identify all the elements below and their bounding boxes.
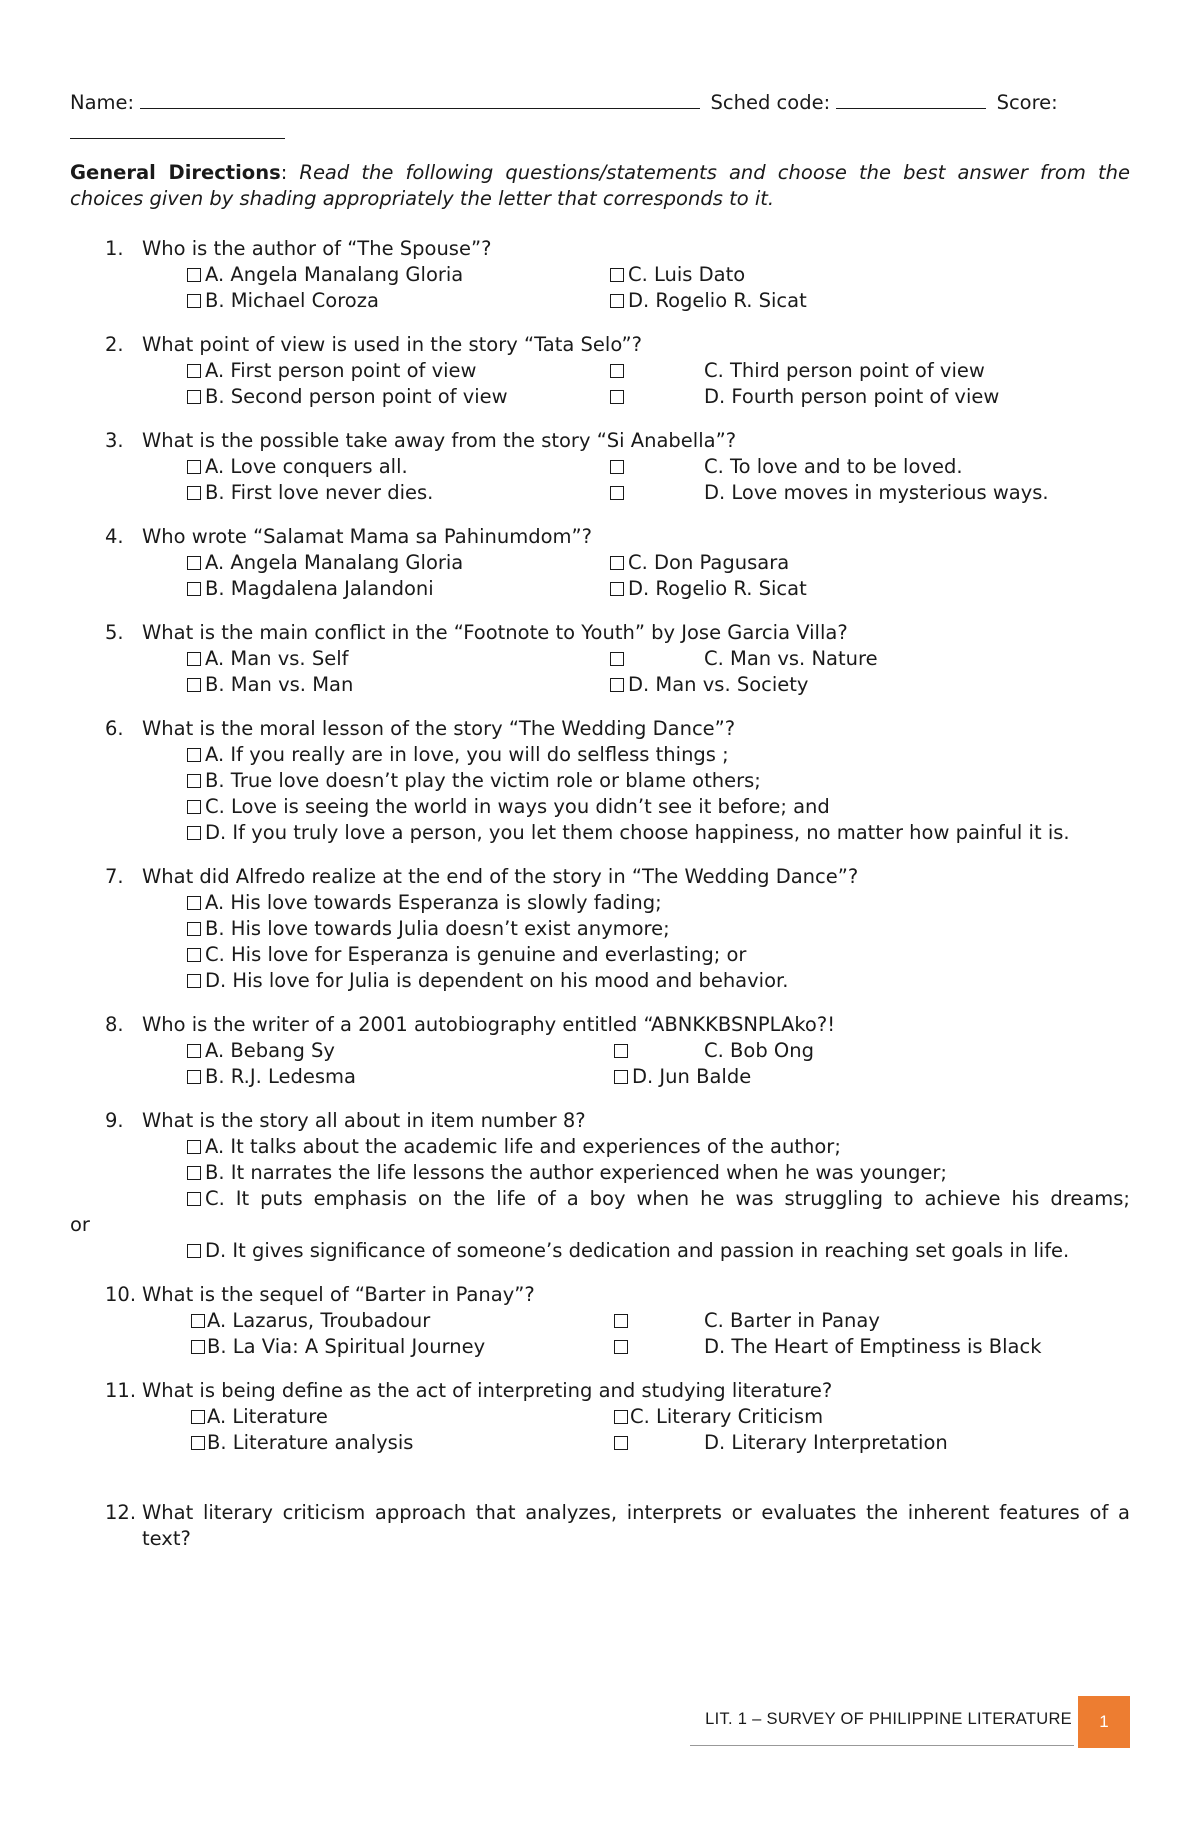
option-b[interactable]: B. Literature analysis [191, 1430, 413, 1456]
option-c[interactable]: C. Love is seeing the world in ways you didn’t see it before; and [187, 794, 830, 820]
option-d[interactable]: D. Man vs. Society [610, 672, 808, 698]
checkbox-icon[interactable] [187, 974, 201, 988]
checkbox-icon[interactable] [187, 922, 201, 936]
name-label: Name: [70, 91, 135, 114]
general-directions: General Directions: Read the following questions/statements and choose the best answer from the choices given by shading appropriately the letter that corresponds to it. [70, 161, 1130, 210]
score-blank[interactable] [70, 118, 285, 139]
footer-divider [690, 1745, 1074, 1746]
question-number: 11. [105, 1379, 137, 1402]
option-b[interactable]: B. Michael Coroza [187, 288, 379, 314]
option-c[interactable]: C. Man vs. Nature [610, 646, 878, 672]
option-b[interactable]: B. Man vs. Man [187, 672, 353, 698]
option-a[interactable]: A. Angela Manalang Gloria [187, 550, 463, 576]
option-a[interactable]: A. Bebang Sy [187, 1038, 335, 1064]
checkbox-icon[interactable] [187, 1044, 201, 1058]
option-d[interactable]: D. The Heart of Emptiness is Black [614, 1334, 1042, 1360]
question-text: What is being define as the act of interpreting and studying literature? [142, 1379, 833, 1402]
checkbox-icon[interactable] [187, 652, 201, 666]
question-1 [70, 236, 1130, 314]
course-title: LIT. 1 – SURVEY OF PHILIPPINE LITERATURE [705, 1710, 1072, 1728]
question-number: 5. [105, 621, 124, 644]
option-b[interactable]: B. La Via: A Spiritual Journey [191, 1334, 485, 1360]
question-number: 1. [105, 237, 124, 260]
option-a[interactable]: A. Angela Manalang Gloria [187, 262, 463, 288]
checkbox-icon[interactable] [614, 1410, 628, 1424]
option-c[interactable]: C. Bob Ong [614, 1038, 814, 1064]
checkbox-icon[interactable] [187, 460, 201, 474]
header-line-2 [70, 118, 1130, 138]
question-number: 2. [105, 333, 124, 356]
checkbox-icon[interactable] [614, 1314, 628, 1328]
question-text: What is the story all about in item number 8? [142, 1109, 586, 1132]
checkbox-icon[interactable] [187, 364, 201, 378]
question-number: 3. [105, 429, 124, 452]
question-12 [70, 1500, 1130, 1552]
page-number: 1 [1078, 1696, 1130, 1748]
option-c[interactable]: C. Luis Dato [610, 262, 745, 288]
checkbox-icon[interactable] [610, 678, 624, 692]
checkbox-icon[interactable] [187, 774, 201, 788]
directions-label: General Directions [70, 161, 281, 184]
option-b[interactable]: B. It narrates the life lessons the author experienced when he was younger; [187, 1160, 947, 1186]
checkbox-icon[interactable] [610, 486, 624, 500]
checkbox-icon[interactable] [187, 1192, 201, 1206]
question-3 [70, 428, 1130, 506]
checkbox-icon[interactable] [187, 1166, 201, 1180]
checkbox-icon[interactable] [614, 1044, 628, 1058]
option-a[interactable]: A. It talks about the academic life and experiences of the author; [187, 1134, 841, 1160]
question-7 [70, 864, 1130, 994]
checkbox-icon[interactable] [187, 748, 201, 762]
option-a[interactable]: A. His love towards Esperanza is slowly fading; [187, 890, 662, 916]
option-d[interactable]: D. If you truly love a person, you let them choose happiness, no matter how painful it is. [70, 820, 1130, 846]
option-c[interactable]: C. Barter in Panay [614, 1308, 880, 1334]
question-number: 7. [105, 865, 124, 888]
checkbox-icon[interactable] [614, 1436, 628, 1450]
checkbox-icon[interactable] [187, 390, 201, 404]
option-a[interactable]: A. If you really are in love, you will do selfless things ; [187, 742, 729, 768]
option-d[interactable]: D. Love moves in mysterious ways. [610, 480, 1049, 506]
checkbox-icon[interactable] [610, 652, 624, 666]
question-5 [70, 620, 1130, 698]
question-text: What literary criticism approach that analyzes, interprets or evaluates the inherent features of a text? [142, 1501, 1130, 1550]
checkbox-icon[interactable] [187, 268, 201, 282]
checkbox-icon[interactable] [187, 294, 201, 308]
option-b[interactable]: B. Second person point of view [187, 384, 508, 410]
option-b[interactable]: B. True love doesn’t play the victim role or blame others; [187, 768, 761, 794]
checkbox-icon[interactable] [614, 1070, 628, 1084]
checkbox-icon[interactable] [187, 826, 201, 840]
checkbox-icon[interactable] [187, 582, 201, 596]
sched-code-blank[interactable] [836, 88, 986, 109]
question-8 [70, 1012, 1130, 1090]
exam-page [70, 88, 1130, 1552]
question-number: 4. [105, 525, 124, 548]
option-b[interactable]: B. His love towards Julia doesn’t exist anymore; [187, 916, 670, 942]
checkbox-icon[interactable] [614, 1340, 628, 1354]
question-11 [70, 1378, 1130, 1456]
question-9 [70, 1108, 1130, 1264]
checkbox-icon[interactable] [610, 390, 624, 404]
option-c[interactable]: C. Don Pagusara [610, 550, 789, 576]
checkbox-icon[interactable] [187, 896, 201, 910]
question-text: What is the possible take away from the story “Si Anabella”? [142, 429, 737, 452]
sched-code-label: Sched code: [710, 91, 831, 114]
directions-text: Read the following questions/statements and choose the best answer from the choices given by shading appropriately the letter that corresponds to it. [70, 161, 1130, 210]
option-c[interactable]: C. Third person point of view [610, 358, 985, 384]
checkbox-icon[interactable] [191, 1340, 205, 1354]
checkbox-icon[interactable] [187, 1070, 201, 1084]
option-d[interactable]: D. Rogelio R. Sicat [610, 288, 807, 314]
question-number: 8. [105, 1013, 124, 1036]
option-c[interactable]: C. His love for Esperanza is genuine and everlasting; or [187, 942, 746, 968]
checkbox-icon[interactable] [187, 948, 201, 962]
checkbox-icon[interactable] [610, 556, 624, 570]
question-number: 9. [105, 1109, 124, 1132]
question-number: 6. [105, 717, 124, 740]
checkbox-icon[interactable] [610, 364, 624, 378]
checkbox-icon[interactable] [187, 1140, 201, 1154]
checkbox-icon[interactable] [610, 268, 624, 282]
page-footer [690, 1696, 1130, 1746]
checkbox-icon[interactable] [191, 1410, 205, 1424]
option-a[interactable]: A. Love conquers all. [187, 454, 408, 480]
option-b[interactable]: B. Magdalena Jalandoni [187, 576, 434, 602]
checkbox-icon[interactable] [610, 582, 624, 596]
question-text: Who is the writer of a 2001 autobiography entitled “ABNKKBSNPLAko?! [142, 1013, 836, 1036]
checkbox-icon[interactable] [187, 800, 201, 814]
option-a[interactable]: A. Man vs. Self [187, 646, 348, 672]
question-2 [70, 332, 1130, 410]
option-d[interactable]: D. Fourth person point of view [610, 384, 999, 410]
checkbox-icon[interactable] [187, 1244, 201, 1258]
option-c[interactable]: C. It puts emphasis on the life of a boy when he was struggling to achieve his dreams; [187, 1186, 1130, 1212]
checkbox-icon[interactable] [187, 678, 201, 692]
checkbox-icon[interactable] [610, 294, 624, 308]
checkbox-icon[interactable] [191, 1436, 205, 1450]
option-b[interactable]: B. First love never dies. [187, 480, 433, 506]
option-d[interactable]: D. Rogelio R. Sicat [610, 576, 807, 602]
question-text: What is the main conflict in the “Footnote to Youth” by Jose Garcia Villa? [142, 621, 848, 644]
question-4 [70, 524, 1130, 602]
question-number: 12. [105, 1501, 137, 1524]
option-d[interactable]: D. Jun Balde [614, 1064, 751, 1090]
question-text: Who is the author of “The Spouse”? [142, 237, 492, 260]
option-a[interactable]: A. Literature [191, 1404, 328, 1430]
question-6 [70, 716, 1130, 846]
question-text: What did Alfredo realize at the end of the story in “The Wedding Dance”? [142, 865, 859, 888]
option-d[interactable]: D. Literary Interpretation [614, 1430, 948, 1456]
header-fields [70, 88, 1130, 116]
option-d[interactable]: D. His love for Julia is dependent on his mood and behavior. [187, 968, 788, 994]
checkbox-icon[interactable] [187, 486, 201, 500]
option-c-continuation: or [70, 1213, 90, 1236]
checkbox-icon[interactable] [187, 556, 201, 570]
option-d[interactable]: D. It gives significance of someone’s dedication and passion in reaching set goals in life. [187, 1238, 1069, 1264]
question-number: 10. [105, 1283, 137, 1306]
option-a[interactable]: A. Lazarus, Troubadour [191, 1308, 430, 1334]
score-label: Score: [996, 91, 1058, 114]
option-a[interactable]: A. First person point of view [187, 358, 477, 384]
option-c[interactable]: C. To love and to be loved. [610, 454, 963, 480]
question-text: Who wrote “Salamat Mama sa Pahinumdom”? [142, 525, 592, 548]
checkbox-icon[interactable] [610, 460, 624, 474]
checkbox-icon[interactable] [191, 1314, 205, 1328]
question-text: What is the moral lesson of the story “The Wedding Dance”? [142, 717, 736, 740]
question-text: What point of view is used in the story “Tata Selo”? [142, 333, 643, 356]
option-b[interactable]: B. R.J. Ledesma [187, 1064, 356, 1090]
question-text: What is the sequel of “Barter in Panay”? [142, 1283, 535, 1306]
option-c[interactable]: C. Literary Criticism [614, 1404, 823, 1430]
name-blank[interactable] [140, 88, 700, 109]
question-10 [70, 1282, 1130, 1360]
